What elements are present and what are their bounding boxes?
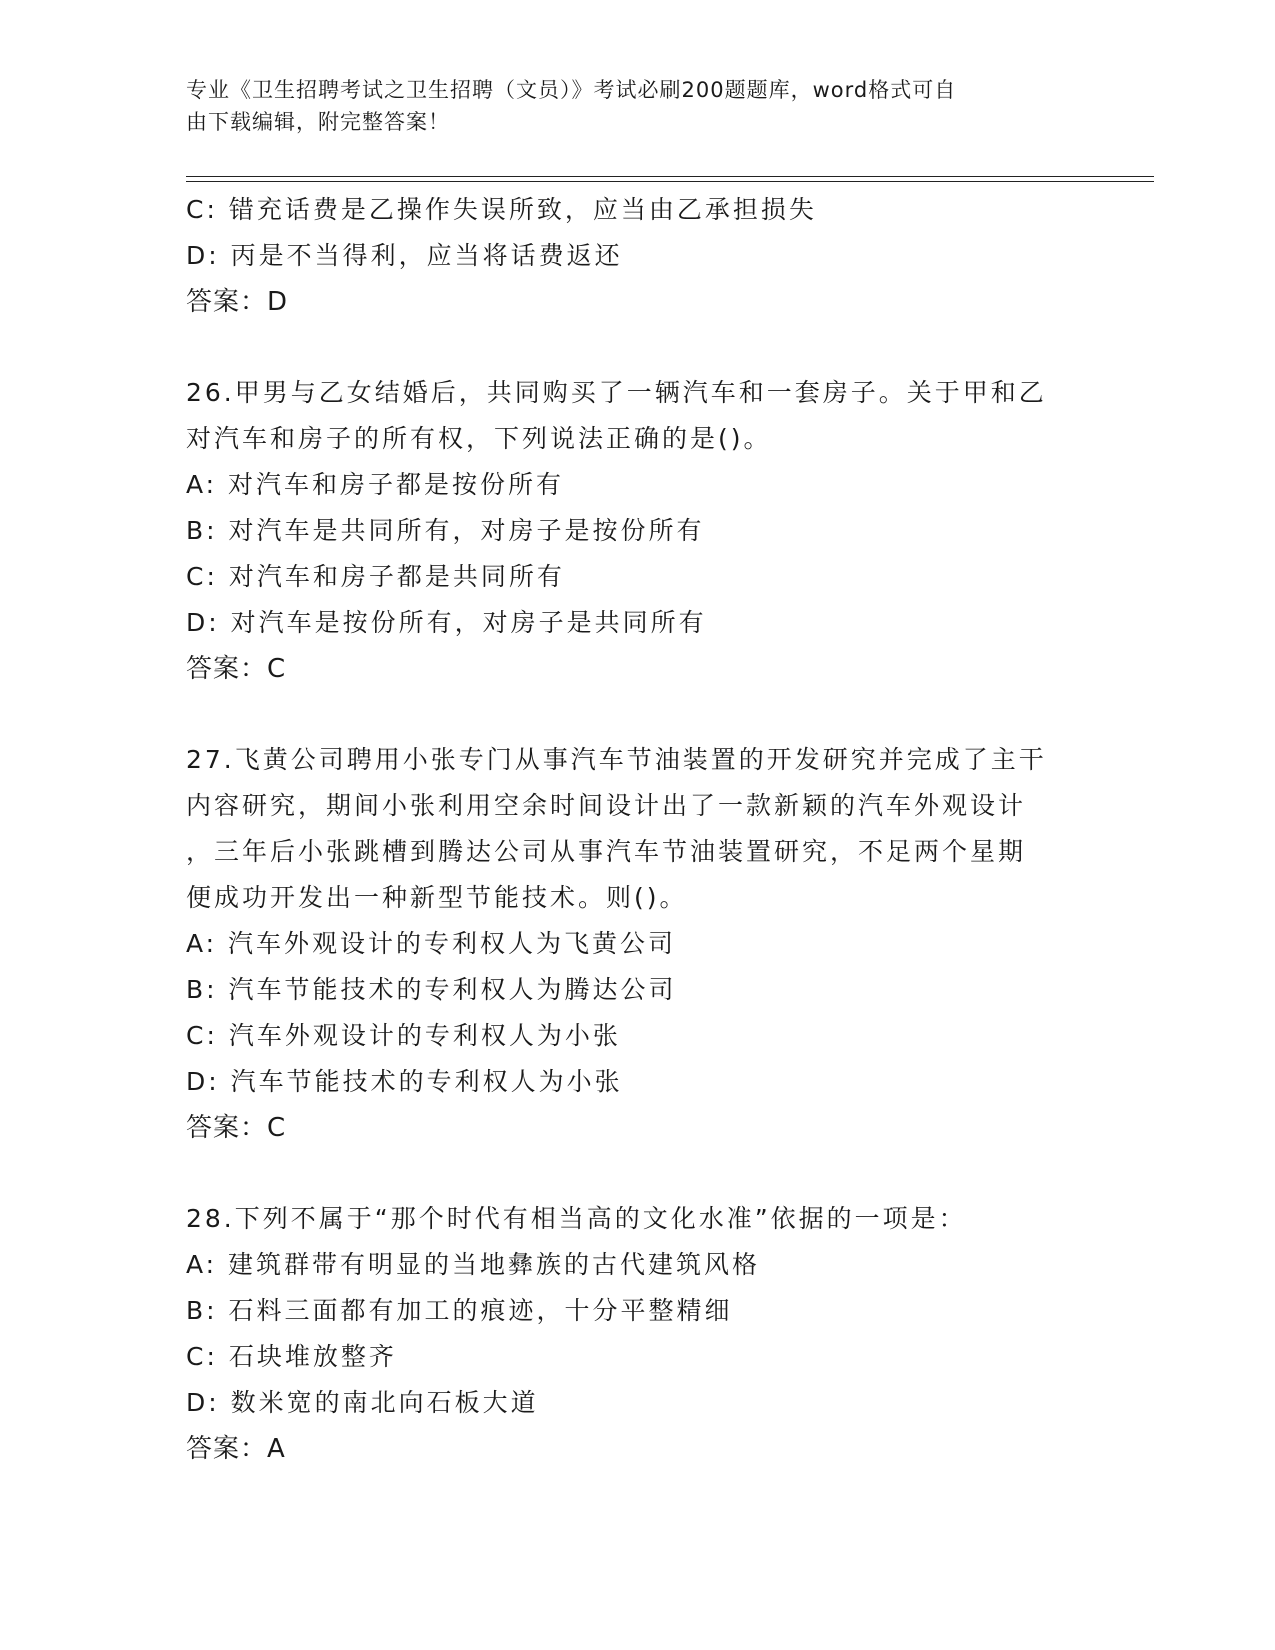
- document-header: [186, 74, 1066, 138]
- q28-option-c: C: 石块堆放整齐: [186, 1342, 397, 1371]
- q28-option-a: A: 建筑群带有明显的当地彝族的古代建筑风格: [186, 1250, 761, 1279]
- header-divider-top: [186, 176, 1154, 177]
- q27-stem-line-1: 27.飞黄公司聘用小张专门从事汽车节油装置的开发研究并完成了主干: [186, 745, 1047, 774]
- q27-option-c: C: 汽车外观设计的专利权人为小张: [186, 1021, 621, 1050]
- prev-option-d: D: 丙是不当得利，应当将话费返还: [186, 241, 623, 270]
- header-divider-bottom: [186, 181, 1154, 182]
- q26-option-a: A: 对汽车和房子都是按份所有: [186, 470, 565, 499]
- header-line-1: 专业《卫生招聘考试之卫生招聘（文员）》考试必刷200题题库，word格式可自: [186, 78, 957, 102]
- q28-answer: 答案：A: [186, 1434, 286, 1464]
- q27-option-d: D: 汽车节能技术的专利权人为小张: [186, 1067, 623, 1096]
- q26-option-b: B: 对汽车是共同所有，对房子是按份所有: [186, 516, 705, 545]
- q27-option-a: A: 汽车外观设计的专利权人为飞黄公司: [186, 929, 677, 958]
- q27-option-b: B: 汽车节能技术的专利权人为腾达公司: [186, 975, 677, 1004]
- q27-stem-line-2: 内容研究，期间小张利用空余时间设计出了一款新颖的汽车外观设计: [186, 791, 1027, 820]
- q28-option-d: D: 数米宽的南北向石板大道: [186, 1388, 539, 1417]
- q26-stem-line-2: 对汽车和房子的所有权，下列说法正确的是()。: [186, 424, 772, 453]
- prev-answer: 答案：D: [186, 287, 289, 317]
- q26-option-c: C: 对汽车和房子都是共同所有: [186, 562, 565, 591]
- q28-option-b: B: 石料三面都有加工的痕迹，十分平整精细: [186, 1296, 733, 1325]
- q26-stem-line-1: 26.甲男与乙女结婚后，共同购买了一辆汽车和一套房子。关于甲和乙: [186, 378, 1047, 407]
- q26-answer: 答案：C: [186, 654, 287, 684]
- header-line-2: 由下载编辑，附完整答案！: [186, 110, 450, 134]
- q27-stem-line-4: 便成功开发出一种新型节能技术。则()。: [186, 883, 688, 912]
- q26-option-d: D: 对汽车是按份所有，对房子是共同所有: [186, 608, 707, 637]
- prev-option-c: C: 错充话费是乙操作失误所致，应当由乙承担损失: [186, 195, 817, 224]
- q28-stem-line-1: 28.下列不属于“那个时代有相当高的文化水准”依据的一项是：: [186, 1204, 967, 1233]
- q27-answer: 答案：C: [186, 1113, 287, 1143]
- q27-stem-line-3: ，三年后小张跳槽到腾达公司从事汽车节油装置研究，不足两个星期: [186, 837, 1027, 866]
